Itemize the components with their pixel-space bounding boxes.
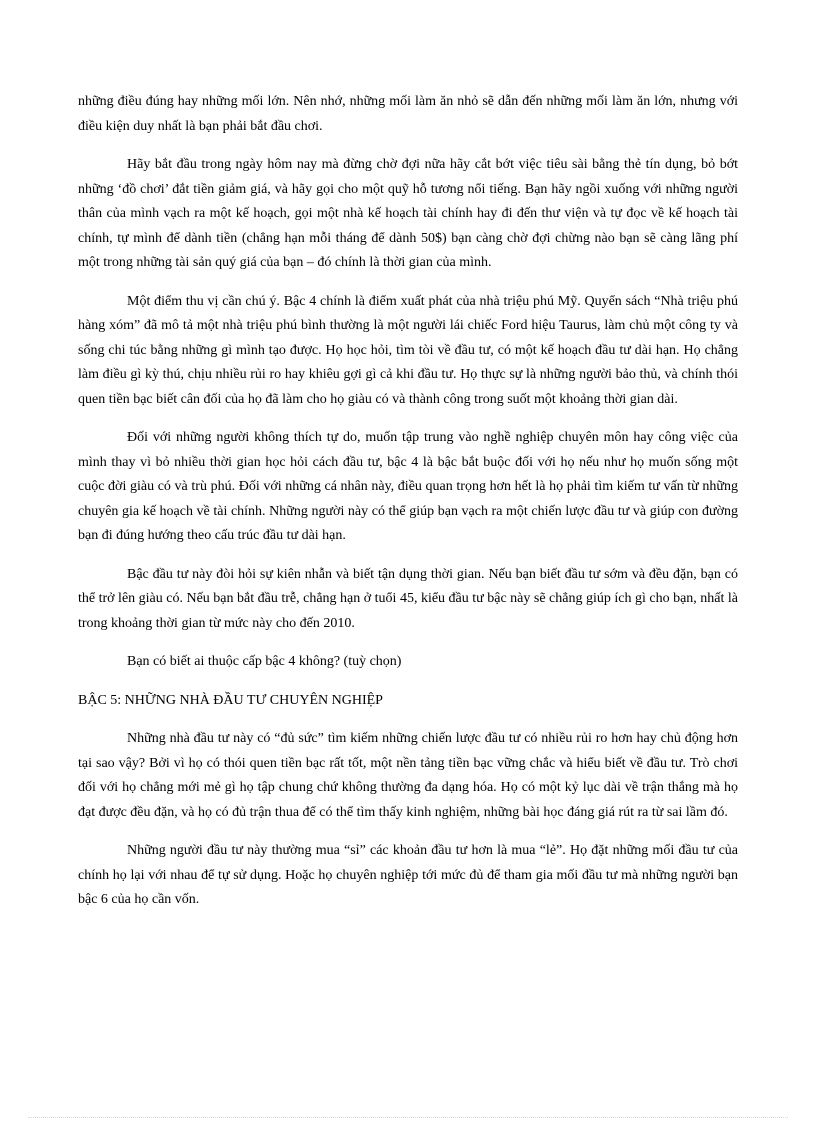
paragraph-continuation: những điều đúng hay những mối lớn. Nên nhớ, những mối làm ăn nhỏ sẽ dẫn đến những mối làm ăn lớn, nhưng với điều kiện duy nhất là bạn phải bắt đầu chơi. xyxy=(78,94,738,134)
page-bottom-divider xyxy=(28,1117,788,1118)
document-page xyxy=(78,90,738,927)
paragraph-start-today: Hãy bắt đầu trong ngày hôm nay mà đừng chờ đợi nữa hãy cắt bớt việc tiêu sài bằng thẻ tín dụng, bỏ bớt những ‘đồ chơi’ đắt tiền giảm giá, và hãy gọi cho một quỹ hỗ tương nổi tiếng. Bạn hãy ngồi xuống với những người thân của mình vạch ra một kế hoạch, gọi một nhà kế hoạch tài chính hay đi đến thư viện và tự đọc về kế hoạch tài chính, tự mình để dành tiền (chẳng hạn mỗi tháng để dành 50$) bạn càng chờ đợi chừng nào bạn sẽ càng lãng phí một trong những tài sản quý giá của bạn – đó chính là thời gian của mình. xyxy=(78,157,738,270)
paragraph-financial-advisors: Đối với những người không thích tự do, muốn tập trung vào nghề nghiệp chuyên môn hay công việc của mình thay vì bỏ nhiều thời gian học hỏi cách đầu tư, bậc 4 là bậc bắt buộc đối với họ nếu như họ muốn sống một cuộc đời giàu có và trù phú. Đối với những cá nhân này, điều quan trọng hơn hết là họ phải tìm kiếm tư vấn từ những chuyên gia kế hoạch về tài chính. Những người này có thể giúp bạn vạch ra một chiến lược đầu tư và giúp con đường bạn đi đúng hướng theo cấu trúc đầu tư dài hạn. xyxy=(78,430,738,543)
paragraph-millionaire-next-door: Một điểm thu vị cần chú ý. Bậc 4 chính là điểm xuất phát của nhà triệu phú Mỹ. Quyển sách “Nhà triệu phú hàng xóm” đã mô tả một nhà triệu phú bình thường là một người lái chiếc Ford hiệu Taurus, làm chủ một công ty và sống chi túc bằng những gì mình tạo được. Họ học hỏi, tìm tòi về đầu tư, có một kế hoạch đầu tư dài hạn. Họ chẳng làm điều gì kỳ thú, chịu nhiều rủi ro hay khiêu gợi gì cả khi đầu tư. Họ thực sự là những người bảo thủ, và chính thói quen tiền bạc biết cân đối của họ đã làm cho họ giàu có và thành công trong suốt một khoảng thời gian dài. xyxy=(78,293,738,407)
paragraph-wholesale-investing: Những người đầu tư này thường mua “sỉ” các khoản đầu tư hơn là mua “lẻ”. Họ đặt những mối đầu tư của chính họ lại với nhau để tự sử dụng. Hoặc họ chuyên nghiệp tới mức đủ để tham gia mối đầu tư mà những người bạn bậc 6 của họ cần vốn. xyxy=(78,843,738,907)
paragraph-professional-investors: Những nhà đầu tư này có “đủ sức” tìm kiếm những chiến lược đầu tư có nhiều rủi ro hơn hay chủ động hơn tại sao vậy? Bởi vì họ có thói quen tiền bạc rất tốt, một nền tảng tiền bạc vững chắc và hiểu biết về đầu tư. Trò chơi đối với họ chẳng mới mẻ gì họ tập chung chứ không thường đa dạng hóa. Họ có một kỷ lục dài về trận thắng mà họ đạt được đều đặn, và họ có đủ trận thua để có thể tìm thấy kinh nghiệm, những bài học đáng giá rút ra từ sai lầm đó. xyxy=(78,731,738,820)
paragraph-question-level-4: Bạn có biết ai thuộc cấp bậc 4 không? (tuỳ chọn) xyxy=(127,654,402,669)
section-heading-level-5: BẬC 5: NHỮNG NHÀ ĐẦU TƯ CHUYÊN NGHIỆP xyxy=(78,692,383,708)
paragraph-patience: Bậc đầu tư này đòi hỏi sự kiên nhẫn và biết tận dụng thời gian. Nếu bạn biết đầu tư sớm và đều đặn, bạn có thể trở lên giàu có. Nếu bạn bắt đầu trễ, chẳng hạn ở tuổi 45, kiểu đầu tư bậc này sẽ chẳng giúp ích gì cho bạn, nhất là trong khoảng thời gian từ mức này cho đến 2010. xyxy=(78,566,738,631)
